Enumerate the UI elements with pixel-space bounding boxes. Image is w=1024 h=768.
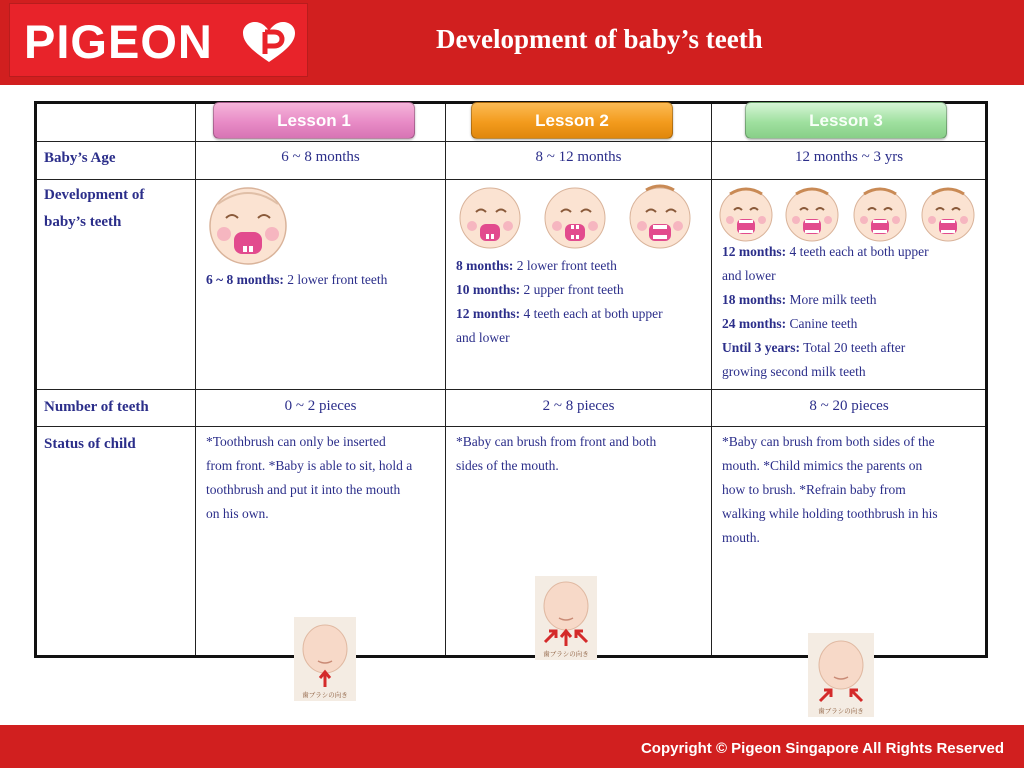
status-line: *Toothbrush can only be inserted (206, 434, 386, 449)
table-divider (195, 104, 196, 655)
development-line: 10 months: 2 upper front teeth (456, 282, 624, 297)
brush-front-sides-icon (535, 576, 597, 660)
development-line: 12 months: 4 teeth each at both upper (722, 244, 929, 259)
table-divider (711, 104, 712, 655)
age-lesson-3: 12 months ~ 3 yrs (794, 149, 904, 165)
row-label-age: Baby’s Age (44, 150, 116, 166)
development-line: and lower (722, 268, 776, 283)
crying-baby-icon (198, 182, 300, 268)
age-lesson-2: 8 ~ 12 months (535, 149, 622, 165)
table-divider (37, 179, 985, 180)
row-label-line: Development of (44, 187, 145, 203)
development-lesson-2 (456, 254, 663, 350)
status-line: *Baby can brush from front and both (456, 434, 657, 449)
development-line: Until 3 years: Total 20 teeth after (722, 340, 906, 355)
development-line: 6 ~ 8 months: 2 lower front teeth (206, 272, 388, 287)
status-line: mouth. (722, 530, 760, 545)
lesson-3-button[interactable]: Lesson 3 (745, 102, 947, 139)
brush-direction-image (535, 576, 597, 660)
toddler-faces-icon (716, 182, 977, 244)
development-line: growing second milk teeth (722, 364, 866, 379)
page-title: Development of baby’s teeth (436, 24, 763, 54)
baby-face-image (198, 182, 300, 268)
row-label-number: Number of teeth (44, 399, 149, 415)
row-label-line: baby’s teeth (44, 214, 122, 230)
status-line: from front. *Baby is able to sit, hold a (206, 458, 413, 473)
table-divider (37, 141, 985, 142)
pigeon-logo[interactable] (9, 3, 308, 77)
brush-caption: 歯ブラシの向き (818, 707, 864, 715)
status-line: sides of the mouth. (456, 458, 559, 473)
brush-direction-image (808, 633, 874, 717)
table-divider (37, 389, 985, 390)
status-line: toothbrush and put it into the mouth (206, 482, 401, 497)
brush-caption: 歯ブラシの向き (302, 691, 348, 699)
header-bar (0, 0, 1024, 85)
age-lesson-1: 6 ~ 8 months (281, 149, 360, 165)
number-lesson-3: 8 ~ 20 pieces (809, 398, 889, 414)
logo-text: PIGEON (24, 15, 213, 68)
development-line: 12 months: 4 teeth each at both upper (456, 306, 663, 321)
development-line: 8 months: 2 lower front teeth (456, 258, 617, 273)
baby-faces-icon (450, 182, 703, 252)
status-line: walking while holding toothbrush in his (722, 506, 938, 521)
number-lesson-2: 2 ~ 8 pieces (542, 398, 615, 414)
status-line: how to brush. *Refrain baby from (722, 482, 906, 497)
development-line: 24 months: Canine teeth (722, 316, 858, 331)
baby-face-image (450, 182, 703, 252)
copyright-text: Copyright © Pigeon Singapore All Rights Reserved (640, 740, 1004, 757)
status-line: *Baby can brush from both sides of the (722, 434, 935, 449)
row-label-development (44, 182, 144, 236)
brush-sides-icon (808, 633, 874, 717)
footer-bar (0, 725, 1024, 768)
baby-face-image (716, 182, 977, 244)
development-lesson-1 (206, 268, 387, 292)
development-line: 18 months: More milk teeth (722, 292, 877, 307)
status-line: on his own. (206, 506, 269, 521)
table-divider (445, 104, 446, 655)
brush-caption: 歯ブラシの向き (543, 650, 589, 658)
status-lesson-3 (722, 430, 938, 550)
number-lesson-1: 0 ~ 2 pieces (284, 398, 357, 414)
row-label-status: Status of child (44, 436, 136, 452)
status-lesson-2 (456, 430, 656, 478)
status-lesson-1 (206, 430, 412, 526)
table-divider (37, 426, 985, 427)
pigeon-heart-icon (241, 20, 297, 64)
brush-direction-image (294, 617, 356, 701)
brush-front-icon (294, 617, 356, 701)
lesson-2-button[interactable]: Lesson 2 (471, 102, 673, 139)
status-line: mouth. *Child mimics the parents on (722, 458, 923, 473)
development-line: and lower (456, 330, 510, 345)
development-lesson-3 (722, 240, 929, 384)
lesson-1-button[interactable]: Lesson 1 (213, 102, 415, 139)
